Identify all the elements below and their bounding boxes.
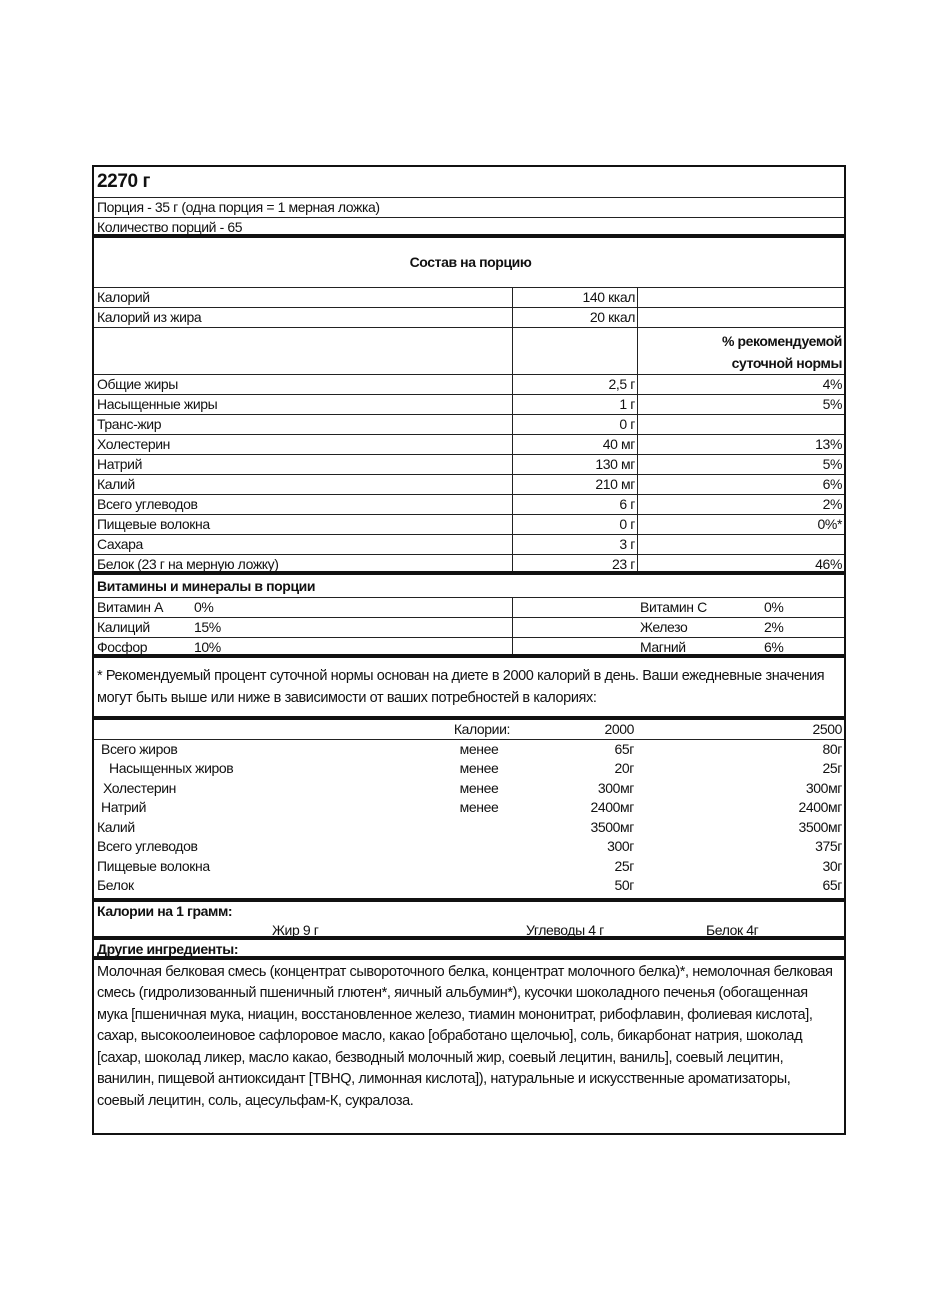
vitamin-pct: 15% bbox=[194, 619, 221, 635]
dv-2000: 65г bbox=[614, 740, 634, 757]
nutrient-row bbox=[94, 435, 844, 455]
calories-label: Калории: bbox=[453, 721, 510, 737]
nutrient-amount: 0 г bbox=[512, 515, 638, 534]
vitamin-row bbox=[94, 638, 844, 658]
dv-row bbox=[94, 740, 844, 760]
calories-2500: 2500 bbox=[812, 721, 842, 737]
dv-name: Натрий bbox=[101, 799, 147, 815]
nutrient-name: Транс-жир bbox=[97, 416, 162, 432]
dv-row bbox=[94, 759, 844, 779]
dv-name: Калий bbox=[97, 818, 135, 835]
dv-2500: 2400мг bbox=[798, 799, 842, 815]
nutrition-facts-table bbox=[92, 165, 846, 1135]
nutrient-name: Сахара bbox=[97, 536, 143, 552]
dv-2000: 25г bbox=[614, 857, 634, 874]
vitamin-pct: 0% bbox=[194, 599, 214, 615]
vitamins-title: Витамины и минералы в порции bbox=[94, 575, 844, 598]
nutrient-amount: 1 г bbox=[512, 395, 638, 414]
dv-row bbox=[94, 876, 844, 896]
dv-2000: 2400мг bbox=[590, 799, 634, 815]
nutrient-row bbox=[94, 375, 844, 395]
ingredients-title: Другие ингредиенты: bbox=[94, 940, 844, 960]
vitamin-name: Магний bbox=[640, 639, 686, 655]
servings-count: Количество порций - 65 bbox=[94, 218, 844, 238]
nutrient-name: Пищевые волокна bbox=[97, 516, 210, 532]
dv-2000: 3500мг bbox=[590, 818, 634, 835]
dv-2000: 300г bbox=[607, 838, 634, 854]
nutrient-amount: 20 ккал bbox=[512, 308, 638, 327]
calories-per-gram bbox=[94, 902, 844, 940]
nutrient-dv: 2% bbox=[822, 496, 842, 512]
vitamin-name: Железо bbox=[640, 619, 688, 635]
dv-row bbox=[94, 779, 844, 799]
dv-row bbox=[94, 798, 844, 818]
divider bbox=[512, 618, 513, 637]
nutrient-dv: 5% bbox=[822, 456, 842, 472]
dv-table-header bbox=[94, 720, 844, 740]
footnote: * Рекомендуемый процент суточной нормы основан на диете в 2000 калорий в день. Ваши ежедневные значения могут быть выше или ниже в зависимости от ваших потребностей в калориях: bbox=[94, 658, 844, 720]
dv-2500: 3500мг bbox=[798, 818, 842, 835]
vitamin-pct: 6% bbox=[764, 639, 784, 655]
dv-name: Пищевые волокна bbox=[97, 857, 210, 874]
cpg-carbs: Углеводы 4 г bbox=[526, 921, 604, 938]
serving-size: Порция - 35 г (одна порция = 1 мерная ложка) bbox=[94, 198, 844, 218]
dv-header-line: суточной нормы bbox=[731, 355, 842, 371]
cpg-fat: Жир 9 г bbox=[272, 921, 319, 938]
vitamin-pct: 0% bbox=[764, 599, 784, 615]
dv-less: менее bbox=[459, 760, 499, 776]
nutrient-row bbox=[94, 415, 844, 435]
dv-header-row bbox=[94, 328, 844, 375]
nutrient-amount: 6 г bbox=[512, 495, 638, 514]
nutrient-dv: 0%* bbox=[817, 516, 842, 532]
nutrient-row bbox=[94, 395, 844, 415]
nutrient-name: Всего углеводов bbox=[97, 496, 198, 512]
dv-2000: 50г bbox=[614, 877, 634, 893]
empty-cell bbox=[512, 328, 638, 374]
dv-name: Всего жиров bbox=[101, 740, 178, 757]
nutrient-name: Общие жиры bbox=[97, 376, 178, 392]
dv-2500: 300мг bbox=[805, 779, 842, 796]
dv-less: менее bbox=[459, 799, 499, 815]
nutrient-dv: 5% bbox=[822, 396, 842, 412]
nutrient-amount: 3 г bbox=[512, 535, 638, 554]
dv-row bbox=[94, 818, 844, 838]
section-title: Состав на порцию bbox=[94, 238, 844, 288]
divider bbox=[512, 638, 513, 654]
vitamin-row bbox=[94, 618, 844, 638]
nutrient-dv: 4% bbox=[822, 376, 842, 392]
vitamin-name: Калиций bbox=[97, 619, 150, 635]
nutrient-amount: 130 мг bbox=[512, 455, 638, 474]
nutrient-row bbox=[94, 535, 844, 555]
nutrient-dv: 46% bbox=[815, 556, 842, 572]
nutrient-row bbox=[94, 455, 844, 475]
dv-header bbox=[638, 328, 844, 374]
nutrient-name: Калорий из жира bbox=[97, 309, 202, 325]
dv-2000: 300мг bbox=[597, 779, 634, 796]
nutrient-row bbox=[94, 555, 844, 575]
nutrient-name: Калий bbox=[97, 476, 135, 492]
package-weight: 2270 г bbox=[94, 167, 844, 198]
divider bbox=[512, 598, 513, 617]
dv-2500: 25г bbox=[822, 760, 842, 776]
dv-row bbox=[94, 857, 844, 877]
nutrient-amount: 40 мг bbox=[512, 435, 638, 454]
calories-from-fat-row bbox=[94, 308, 844, 328]
nutrient-amount: 23 г bbox=[512, 555, 638, 571]
dv-2500: 80г bbox=[822, 740, 842, 757]
nutrient-dv bbox=[638, 535, 844, 554]
nutrient-name: Белок (23 г на мерную ложку) bbox=[97, 556, 279, 572]
dv-header-line: % рекомендуемой bbox=[721, 333, 842, 349]
vitamin-name: Витамин С bbox=[640, 599, 707, 615]
vitamin-pct: 10% bbox=[194, 639, 221, 655]
dv-table bbox=[94, 740, 844, 902]
nutrient-name: Натрий bbox=[97, 456, 143, 472]
nutrient-name: Холестерин bbox=[97, 436, 170, 452]
nutrient-list bbox=[94, 375, 844, 575]
dv-name: Белок bbox=[97, 877, 134, 893]
nutrient-row bbox=[94, 475, 844, 495]
vitamin-name: Фосфор bbox=[97, 639, 148, 655]
vitamin-name: Витамин А bbox=[97, 599, 164, 615]
dv-row bbox=[94, 837, 844, 857]
ingredients-text: Молочная белковая смесь (концентрат сывороточного белка, концентрат молочного белка)*, немолочная белковая смесь (гидролизованный пшеничный глютен*, яичный альбумин*), кусочки шоколадного печенья (обогащенная мука [пшеничная мука, ниацин, восстановленное железо, тиамин мононитрат, рибофлавин, фолиевая кислота], сахар, высокоолеиновое сафлоровое масло, какао [обработано щелочью], соль, бикарбонат натрия, шоколад [сахар, шоколад ликер, масло какао, безводный молочный жир, соевый лецитин, ваниль], соевый лецитин, ванилин, пищевой антиоксидант [TBHQ, лимонная кислота]), натуральные и искусственные ароматизаторы, соевый лецитин, соль, ацесульфам-К, сукралоза. bbox=[97, 963, 833, 1109]
dv-name: Всего углеводов bbox=[97, 838, 198, 854]
cpg-title: Калории на 1 грамм: bbox=[97, 902, 233, 919]
dv-name: Холестерин bbox=[103, 779, 176, 796]
nutrient-dv: 6% bbox=[822, 476, 842, 492]
nutrient-name: Калорий bbox=[97, 289, 150, 305]
calories-row bbox=[94, 288, 844, 308]
nutrient-row bbox=[94, 495, 844, 515]
nutrient-row bbox=[94, 515, 844, 535]
dv-less: менее bbox=[459, 740, 499, 757]
vitamin-pct: 2% bbox=[764, 619, 784, 635]
dv-2500: 65г bbox=[822, 877, 842, 893]
nutrient-amount: 140 ккал bbox=[512, 288, 638, 307]
dv-2500: 30г bbox=[822, 857, 842, 874]
nutrient-amount: 0 г bbox=[512, 415, 638, 434]
nutrient-dv: 13% bbox=[815, 436, 842, 452]
calories-2000: 2000 bbox=[604, 721, 634, 737]
dv-2500: 375г bbox=[815, 838, 842, 854]
nutrient-name: Насыщенные жиры bbox=[97, 396, 218, 412]
nutrient-amount: 2,5 г bbox=[512, 375, 638, 394]
dv-2000: 20г bbox=[614, 760, 634, 776]
vitamin-row bbox=[94, 598, 844, 618]
nutrient-amount: 210 мг bbox=[512, 475, 638, 494]
dv-less: менее bbox=[459, 779, 499, 796]
nutrient-dv bbox=[638, 415, 844, 434]
cpg-protein: Белок 4г bbox=[706, 921, 759, 938]
vitamin-list bbox=[94, 598, 844, 658]
dv-name: Насыщенных жиров bbox=[109, 760, 234, 776]
